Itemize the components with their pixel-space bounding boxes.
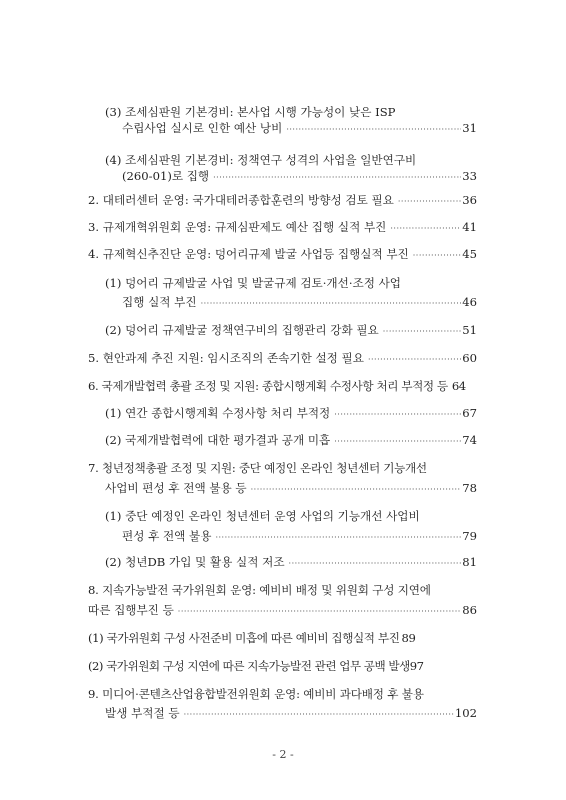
toc-page-number: 51	[462, 323, 477, 337]
toc-entry-title: (1) 중단 예정인 온라인 청년센터 운영 사업의 기능개선 사업비	[105, 509, 420, 523]
toc-entry-title: (3) 조세심판원 기본경비: 본사업 시행 가능성이 낮은 ISP	[105, 105, 396, 119]
toc-page-number: 31	[462, 121, 477, 135]
toc-dot-leader	[213, 170, 461, 186]
toc-entry-line	[88, 460, 477, 476]
toc-page-number: 67	[462, 406, 477, 420]
toc-page-number: 33	[462, 169, 477, 183]
toc-entry-title: 9. 미디어·콘텐츠산업융합발전위원회 운영: 예비비 과다배정 후 불용	[88, 687, 424, 701]
toc-entry-title: 3. 규제개혁위원회 운영: 규제심판제도 예산 집행 실적 부진	[88, 220, 387, 234]
toc-entry-line	[88, 630, 477, 646]
toc-entry-line	[88, 658, 477, 674]
toc-entry-line	[122, 528, 477, 546]
toc-dot-leader	[390, 221, 461, 237]
toc-entry-line	[105, 554, 477, 572]
toc-entry-line	[88, 192, 477, 210]
toc-entry-line	[88, 686, 477, 702]
toc-entry-title: (2) 청년DB 가입 및 활용 실적 저조	[105, 555, 285, 569]
toc-entry-title: 수립사업 실시로 인한 예산 낭비	[122, 121, 283, 135]
toc-entry-line	[105, 405, 477, 423]
toc-entry-line	[105, 480, 477, 498]
toc-page-number: 102	[454, 706, 477, 720]
toc-dot-leader	[334, 434, 461, 450]
toc-entry-title: 집행 실적 부진	[122, 295, 197, 309]
toc-entry-line	[122, 120, 477, 138]
page-footer-number: - 2 -	[272, 748, 294, 761]
toc-page-number: 79	[462, 529, 477, 543]
toc-page-number: 46	[462, 295, 477, 309]
toc-page-number: 81	[462, 555, 477, 569]
toc-entry-title: 발생 부적절 등	[105, 706, 180, 720]
toc-entry-line	[105, 104, 465, 120]
toc-entry-title: (2) 국제개발협력에 대한 평가결과 공개 미흡	[105, 433, 331, 447]
toc-entry-title: 8. 지속가능발전 국가위원회 운영: 예비비 배정 및 위원회 구성 지연에	[88, 583, 431, 597]
toc-entry-line	[105, 322, 477, 340]
toc-entry-title: (2) 국가위원회 구성 지연에 따른 지속가능발전 관련 업무 공백 발생	[88, 659, 410, 673]
toc-page-number: 86	[462, 603, 477, 617]
toc-page-number: 74	[462, 433, 477, 447]
toc-entry-title: (2) 덩어리 규제발굴 정책연구비의 집행관리 강화 필요	[105, 323, 379, 337]
toc-entry-line	[88, 602, 477, 620]
toc-entry-line	[105, 432, 477, 450]
toc-entry-line	[88, 350, 477, 368]
toc-entry-title: (1) 연간 종합시행계획 수정사항 처리 부적정	[105, 406, 331, 420]
toc-entry-title: 2. 대테러센터 운영: 국가대테러종합훈련의 방향성 검토 필요	[88, 193, 394, 207]
toc-page-number: 45	[462, 247, 477, 261]
toc-page-number: 89	[401, 631, 416, 645]
toc-dot-leader	[368, 352, 461, 368]
toc-dot-leader	[286, 122, 461, 138]
toc-entry-title: 편성 후 전액 불용	[122, 529, 212, 543]
toc-entry-title: 따른 집행부진 등	[88, 603, 174, 617]
toc-entry-title: 5. 현안과제 추진 지원: 임시조직의 존속기한 설정 필요	[88, 351, 364, 365]
toc-entry-line	[88, 582, 477, 598]
toc-entry-title: 사업비 편성 후 전액 불용 등	[105, 481, 247, 495]
toc-entry-title: 6. 국제개발협력 총괄 조정 및 지원: 종합시행계획 수정사항 처리 부적정 등	[88, 379, 448, 393]
toc-dot-leader	[289, 556, 462, 572]
toc-entry-line	[105, 508, 477, 524]
toc-page-number: 36	[462, 193, 477, 207]
toc-page-number: 78	[462, 481, 477, 495]
toc-entry-line	[88, 378, 477, 394]
toc-dot-leader	[215, 530, 461, 546]
toc-entry-line	[105, 152, 465, 168]
toc-dot-leader	[201, 296, 462, 312]
toc-dot-leader	[178, 604, 461, 620]
toc-page-number: 41	[462, 220, 477, 234]
toc-page-number: 64	[451, 379, 466, 393]
toc-entry-line	[122, 168, 477, 186]
toc-entry-line	[122, 294, 477, 312]
toc-dot-leader	[413, 248, 461, 264]
toc-entry-line	[88, 246, 477, 264]
toc-entry-line	[105, 275, 465, 291]
toc-entry-title: 7. 청년정책총괄 조정 및 지원: 중단 예정인 온라인 청년센터 기능개선	[88, 461, 427, 475]
toc-entry-title: (1) 국가위원회 구성 사전준비 미흡에 따른 예비비 집행실적 부진	[88, 631, 400, 645]
toc-dot-leader	[398, 194, 461, 210]
toc-dot-leader	[251, 482, 462, 498]
toc-entry-line	[88, 219, 477, 237]
toc-page-number: 97	[409, 659, 424, 673]
toc-entry-title: (1) 덩어리 규제발굴 사업 및 발굴규제 검토·개선·조정 사업	[105, 276, 401, 290]
toc-entry-title: (260-01)로 집행	[122, 169, 210, 183]
toc-dot-leader	[383, 324, 462, 340]
toc-dot-leader	[334, 407, 461, 423]
toc-entry-title: 4. 규제혁신추진단 운영: 덩어리규제 발굴 사업등 집행실적 부진	[88, 247, 409, 261]
toc-page-number: 60	[462, 351, 477, 365]
toc-entry-line	[105, 705, 477, 723]
toc-dot-leader	[184, 707, 454, 723]
toc-entry-title: (4) 조세심판원 기본경비: 정책연구 성격의 사업을 일반연구비	[105, 153, 417, 167]
